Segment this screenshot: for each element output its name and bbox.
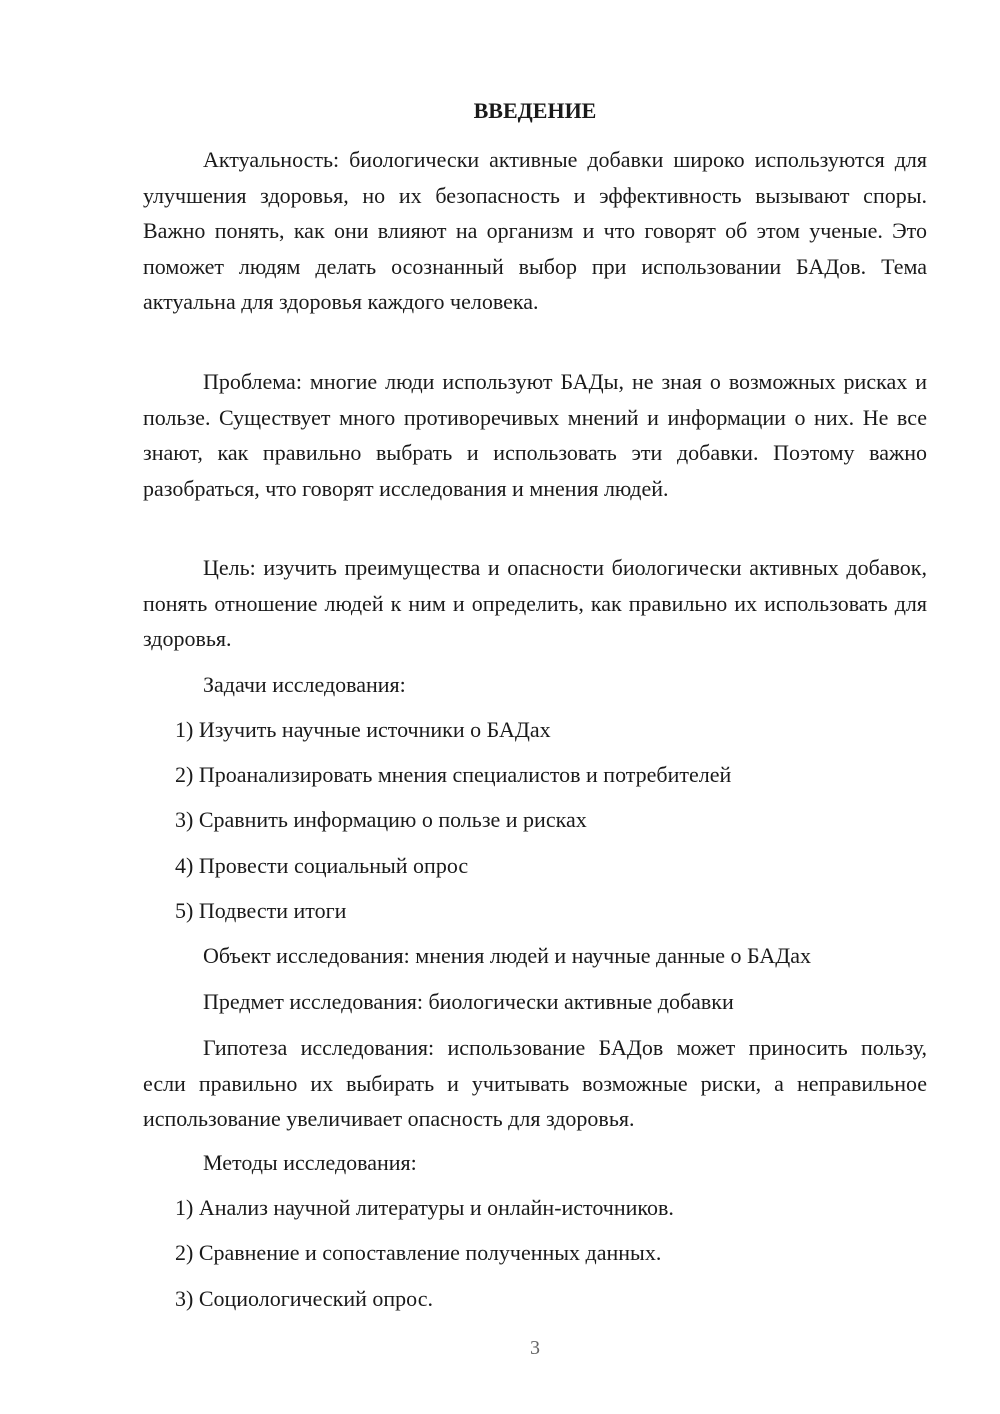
problem-paragraph: Проблема: многие люди используют БАДы, не зная о возможных рисках и пользе. Существует много противоречивых мнений и информации о них. Не все знают, как правильно выбрать и использовать эти добавки. Поэтому важно разобраться, что говорят исследования и мнения людей. bbox=[143, 369, 927, 501]
hypothesis-paragraph: Гипотеза исследования: использование БАДов может приносить пользу, если правильно их выбирать и учитывать возможные риски, а неправильное использование увеличивает опасность для здоровья. bbox=[143, 1035, 927, 1131]
methods-heading: Методы исследования: bbox=[203, 1150, 417, 1175]
method-item: 1) Анализ научной литературы и онлайн-источников. bbox=[175, 1195, 674, 1220]
relevance-paragraph: Актуальность: биологически активные добавки широко используются для улучшения здоровья, но их безопасность и эффективность вызывают споры. Важно понять, как они влияют на организм и что говорят об этом ученые. Это поможет людям делать осознанный выбор при использовании БАДов. Тема актуальна для здоровья каждого человека. bbox=[143, 147, 927, 314]
research-object: Объект исследования: мнения людей и научные данные о БАДах bbox=[203, 943, 812, 968]
method-item: 2) Сравнение и сопоставление полученных данных. bbox=[175, 1240, 662, 1265]
research-subject: Предмет исследования: биологически активные добавки bbox=[203, 989, 734, 1014]
tasks-heading: Задачи исследования: bbox=[203, 672, 406, 697]
task-item: 1) Изучить научные источники о БАДах bbox=[175, 717, 551, 742]
section-title: ВВЕДЕНИЕ bbox=[473, 98, 597, 123]
task-item: 2) Проанализировать мнения специалистов и потребителей bbox=[175, 762, 732, 787]
task-item: 5) Подвести итоги bbox=[175, 898, 347, 923]
task-item: 4) Провести социальный опрос bbox=[175, 853, 469, 878]
page-number: 3 bbox=[530, 1337, 540, 1359]
goal-paragraph: Цель: изучить преимущества и опасности биологически активных добавок, понять отношение людей к ним и определить, как правильно их использовать для здоровья. bbox=[143, 555, 927, 651]
method-item: 3) Социологический опрос. bbox=[175, 1286, 433, 1311]
task-item: 3) Сравнить информацию о пользе и рисках bbox=[175, 807, 587, 832]
